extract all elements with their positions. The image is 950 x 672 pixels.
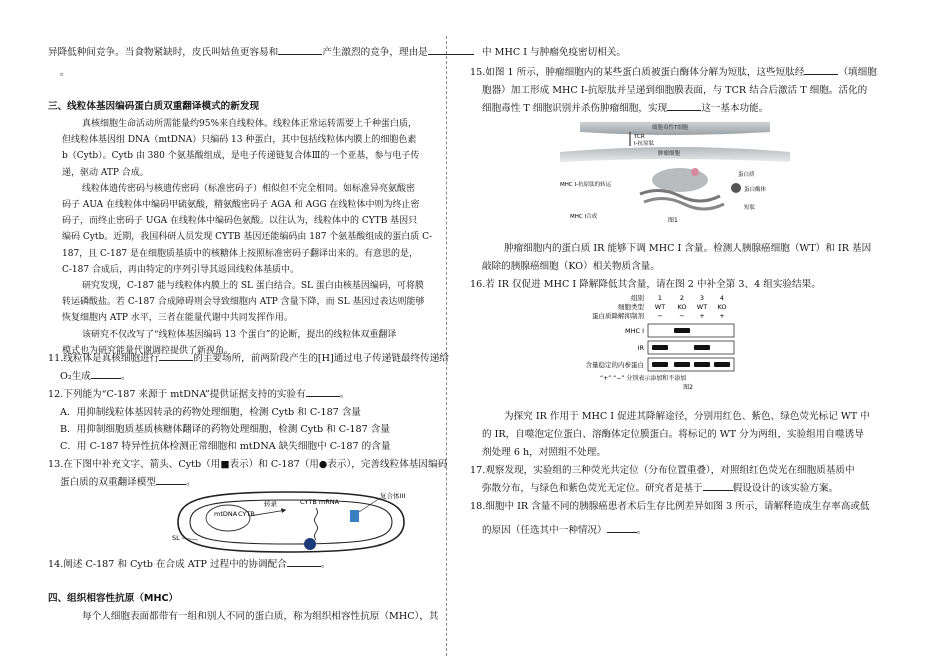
column-label-inhibitor: + (699, 312, 705, 320)
peptide-label: 短肽 (744, 205, 756, 211)
column-labels (655, 294, 727, 320)
column-label-inhibitor: + (719, 312, 725, 320)
section4-title: 四、组织相容性抗原（MHC） (48, 593, 179, 604)
q15-line-3 (482, 100, 768, 117)
fig2-note-3: 剂处理 6 h，对照组不处理。 (482, 447, 606, 458)
passage-line: 该研究不仅改写了“线粒体基因编码 13 个蛋白”的论断，提出的线粒体双重翻译 (82, 329, 397, 340)
q13-blank[interactable] (156, 474, 186, 485)
band-ir-lane3 (694, 345, 710, 350)
column-label-inhibitor: − (657, 312, 663, 320)
q12-option-a[interactable]: A．用抑制线粒体基因转录的药物处理细胞，检测 Cytb 和 C-187 含量 (60, 407, 362, 418)
blank-intro-1[interactable] (278, 44, 322, 55)
q13-text-end: 。 (185, 477, 196, 488)
column-label-groups: 4 (719, 294, 725, 302)
q18-line-1: 18.细胞中 IR 含量不同的胰腺癌患者术后生存比例差异如图 3 所示，请解释造成生存率高或低 (470, 501, 870, 512)
passage-line: 编码 Cytb。近期，我国科研人员发现 CYTB 基因还能编码由 187 个氨基酸组成的蛋白质 C- (62, 232, 433, 243)
fig1-note-1: 肿瘤细胞内的蛋白质 IR 能够下调 MHC I 含量。检测人胰腺癌细胞（WT）和 IR 基因 (504, 243, 872, 254)
row-label-group: 组别 (631, 294, 644, 302)
complex-pointer (359, 498, 380, 512)
q12-option-c[interactable]: C．用 C-187 特异性抗体检测正常细胞和 mtDNA 缺失细胞中 C-187 的含量 (60, 441, 391, 452)
passage-line: 真核细胞生命活动所需能量约95%来自线粒体。线粒体正常运转需要上千种蛋白质， (82, 119, 418, 129)
sl-protein (304, 538, 316, 550)
mrna-strand (315, 508, 318, 540)
band-label-ref: 含量稳定的内参蛋白 (585, 361, 644, 369)
column-label-groups: 3 (699, 294, 705, 302)
column-label-cells: WT (696, 303, 708, 311)
golgi-dot (691, 168, 699, 176)
transcription-arrow (250, 510, 286, 516)
nucleus (652, 168, 708, 192)
q14 (48, 556, 330, 573)
cytb-gene-label: CYTB (238, 510, 255, 518)
q18-text: 的原因（任选其中一种情况） (482, 525, 607, 536)
inner-membrane (190, 500, 392, 544)
band-label-mhc: MHC I (624, 327, 644, 335)
band-ir-lane1 (652, 345, 668, 350)
figure-2-legend: “+” “−” 分别表示添加和不添加 (600, 375, 687, 382)
passage-line: 187，且 C-187 是在细胞质基质中的核糖体上按照标准密码子翻译出来的。有意思的是， (62, 248, 419, 259)
section3-title: 三、线粒体基因编码蛋白质双重翻译模式的新发现 (48, 101, 260, 112)
intro-line-1 (48, 44, 474, 61)
figure-2[interactable] (564, 292, 804, 390)
q12-option-b[interactable]: B．用抑制细胞质基质核糖体翻译的药物处理细胞，检测 Cytb 和 C-187 含量 (60, 424, 390, 435)
q17-line-1: 17.观察发现，实验组的三种荧光共定位（分布位置重叠），对照组红色荧光在细胞质基质中 (470, 465, 855, 476)
mhc-synth-label: MHC I合成 (570, 214, 598, 220)
tumor-label: 肿瘤细胞 (658, 151, 681, 157)
proteasome-label: 蛋白酶体 (744, 187, 767, 193)
fig1-note-2: 敲除的胰腺癌细胞（KO）相关物质含量。 (482, 261, 660, 272)
column-label-cells: KO (717, 303, 727, 311)
band-ref-lane3 (694, 362, 710, 367)
sl-pointer (182, 538, 198, 540)
band-ref-lane2 (674, 362, 690, 367)
complex-iii-block (350, 510, 359, 522)
tcr-label: TCR (634, 134, 645, 140)
q11-text-a: 11.线粒体是真核细胞进行 (48, 353, 160, 364)
q17-blank[interactable] (703, 480, 733, 491)
q15-blank-2[interactable] (667, 100, 701, 111)
blot-box-mhc (648, 324, 734, 337)
mitochondrion-figure[interactable] (168, 488, 428, 556)
mtdna-ring (206, 505, 250, 531)
protein-label: 蛋白质 (738, 172, 755, 178)
passage-line: 研究发现，C-187 能与线粒体内膜上的 SL 蛋白结合。SL 蛋白由核基因编码，可将膜 (82, 281, 424, 291)
proteasome-shape (731, 183, 741, 193)
intro-line-2: 。 (60, 67, 70, 78)
q11-line-1 (48, 350, 449, 367)
fig2-note-2: 的 IR，自噬泡定位蛋白、溶酶体定位膜蛋白。将标记的 WT 分为两组，实验组用自噬诱导 (482, 429, 864, 440)
q14-blank[interactable] (287, 556, 321, 567)
q14-text-end: 。 (320, 559, 331, 570)
mtdna-label: mtDNA (214, 510, 238, 518)
intro-text-after: 产生激烈的竞争，理由是 (322, 47, 428, 58)
continuation: 中 MHC I 与肿瘤免疫密切相关。 (482, 47, 626, 58)
passage-line: 转运磷酸盐。若 C-187 合成障碍则会导致细胞内 ATP 含量下降，而 SL 基因过表达则能够 (62, 297, 425, 308)
q17-line-2 (482, 480, 838, 497)
column-label-groups: 1 (657, 294, 663, 302)
q15-line-2: 胞器）加工形成 MHC I-抗原肽并呈递到细胞膜表面，与 TCR 结合后激活 T 细胞。活化的 (482, 85, 868, 96)
passage-line: C-187 合成后，再由特定的序列引导其返回线粒体基质中。 (62, 264, 299, 275)
column-label-cells: WT (654, 303, 666, 311)
q12-stem-text: 12.下列能为“C-187 来源于 mtDNA”提供证据支持的实验有 (48, 389, 306, 400)
q12-stem-end: 。 (339, 389, 350, 400)
passage-line: 线粒体遗传密码与核遗传密码（标准密码子）相似但不完全相同。如标准异亮氨酸密 (82, 183, 416, 194)
q17-text: 弥散分布，与绿色和紫色荧光无定位。研究者是基于 (482, 483, 703, 494)
row-label-inhibitor: 蛋白质降解抑制剂 (592, 312, 644, 320)
passage-line: 递，驱动 ATP 合成。 (62, 167, 149, 178)
q13-line-1: 13.在下图中补充文字、箭头、Cytb（用■表示）和 C-187（用●表示），完善线粒体基因编码 (48, 459, 448, 470)
q15-text-1-end: （填细胞 (838, 67, 877, 78)
q13-text: 蛋白质的双重翻译模型 (60, 477, 156, 488)
q11-text-c: O₂生成 (60, 371, 91, 382)
q11-blank-2[interactable] (91, 368, 121, 379)
q11-text-d: 。 (120, 371, 131, 382)
figure-2-caption: 图2 (683, 384, 693, 390)
q11-text-b: 的主要场所，前两阶段产生的[H]通过电子传递链最终传递给 (193, 353, 449, 364)
passage-line: 码子，而终止密码子 UGA 在线粒体中编码色氨酸。以往认为，线粒体中的 CYTB 基因只 (62, 216, 418, 227)
fig2-note-1: 为探究 IR 作用于 MHC I 促进其降解途径，分别用红色、紫色、绿色荧光标记 WT 中 (504, 411, 870, 422)
passage-line: b（Cytb）。Cytb 由 380 个氨基酸组成，是电子传递链复合体Ⅲ的一个亚基，参与电子传 (62, 151, 420, 162)
q18-line-2 (482, 522, 646, 539)
q16: 16.若 IR 仅促进 MHC I 降解降低其含量，请在图 2 中补全第 3、4 组实验结果。 (470, 279, 821, 290)
column-label-cells: KO (677, 303, 687, 311)
t-cell-label: 细胞毒性T细胞 (652, 125, 689, 131)
section4-intro: 每个人细胞表面都带有一组和别人不同的蛋白质，称为组织相容性抗原（MHC），其 (82, 611, 439, 622)
q11-line-2 (60, 368, 131, 385)
passage-line: 恢复细胞内 ATP 水平，三者在能量代谢中共同发挥作用。 (62, 313, 293, 324)
q11-blank-1[interactable] (159, 350, 193, 361)
outer-membrane (178, 492, 404, 552)
q17-text-end: 假设设计的该实验方案。 (732, 483, 839, 494)
band-mhc-lane2 (674, 328, 690, 333)
mrna-label: CYTB mRNA (300, 498, 340, 506)
intro-text: 异降低种间竞争。当食物紧缺时，皮氏叫姑鱼更容易和 (48, 47, 279, 58)
column-divider (446, 36, 447, 656)
complex-label: 复合体III (380, 492, 406, 500)
arrow-head (281, 508, 286, 513)
figure-1-caption: 图1 (668, 217, 678, 224)
q15-blank-1[interactable] (804, 64, 838, 75)
mhc-complex-label: MHC I-抗原肽的转运 (560, 182, 612, 188)
q18-blank[interactable] (607, 522, 637, 533)
column-label-inhibitor: − (679, 312, 685, 320)
passage-line: 但线粒体基因组 DNA（mtDNA）只编码 13 种蛋白，其中包括线粒体内膜上的细胞色素 (62, 135, 417, 146)
band-ref-lane1 (652, 362, 668, 367)
transcribe-label: 转录 (264, 500, 277, 508)
q14-text: 14.阐述 C-187 和 Cytb 在合成 ATP 过程中的协调配合 (48, 559, 287, 570)
band-label-ir: IR (637, 344, 644, 352)
q15-text-3-end: 这一基本功能。 (701, 103, 769, 114)
q12-stem (48, 386, 349, 403)
row-label-cell: 细胞类型 (618, 303, 644, 311)
figure-1[interactable] (560, 116, 790, 228)
sl-label: SL (172, 534, 180, 542)
blank-intro-2[interactable] (428, 44, 474, 55)
q15-text-3: 细胞毒性 T 细胞识别并杀伤肿瘤细胞，实现 (482, 103, 668, 114)
q15-line-1 (470, 64, 877, 81)
antigen-label: I-抗原肽 (634, 141, 655, 147)
band-ref-lane4 (714, 362, 730, 367)
column-label-groups: 2 (679, 294, 685, 302)
passage-line: 模式也为研究能量代谢调控提供了新视角。 (62, 345, 234, 356)
q12-blank[interactable] (306, 386, 340, 397)
passage-line: 码子 AUA 在线粒体中编码甲硫氨酸，精氨酸密码子 AGA 和 AGG 在线粒体中则为终止密 (62, 200, 420, 210)
q18-text-end: 。 (636, 525, 647, 536)
q15-text-1: 15.如图 1 所示，肿瘤细胞内的某些蛋白质被蛋白酶体分解为短肽，这些短肽经 (470, 67, 805, 78)
